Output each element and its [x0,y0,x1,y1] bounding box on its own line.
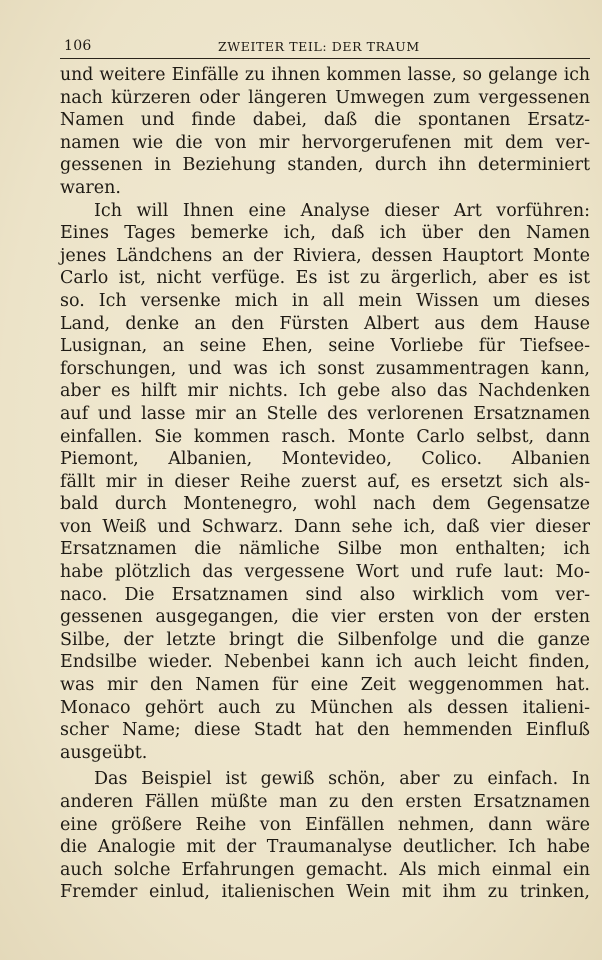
page-number: 106 [64,38,92,54]
text-line: namen wie die von mir hervorgerufenen mit dem ver- [60,132,590,153]
text-line: Ersatznamen die nämliche Silbe mon enthalten; ich [60,539,590,560]
text-line: fällt mir in dieser Reihe zuerst auf, es ersetzt sich als- [60,471,590,492]
text-line: Endsilbe wieder. Nebenbei kann ich auch leicht finden, [60,652,590,673]
text-line: Monaco gehört auch zu München als dessen italieni- [60,697,590,718]
text-line: Das Beispiel ist gewiß schön, aber zu einfach. In [94,769,590,790]
text-line: gessenen in Beziehung standen, durch ihn determiniert [60,155,590,176]
text-line: forschungen, und was ich sonst zusammentragen kann, [60,358,590,379]
text-line: eine größere Reihe von Einfällen nehmen, dann wäre [60,814,590,835]
text-line: gessenen ausgegangen, die vier ersten von der ersten [60,607,590,628]
text-line: Silbe, der letzte bringt die Silbenfolge und die ganze [60,629,590,650]
text-line: naco. Die Ersatznamen sind also wirklich vom ver- [60,584,590,605]
text-line: die Analogie mit der Traumanalyse deutlicher. Ich habe [60,837,590,858]
text-line: habe plötzlich das vergessene Wort und rufe laut: Mo- [60,562,590,583]
text-line: auch solche Erfahrungen gemacht. Als mich einmal ein [60,859,590,880]
text-line: anderen Fällen müßte man zu den ersten Ersatznamen [60,792,590,812]
text-line: Eines Tages bemerke ich, daß ich über den Namen [60,223,590,244]
page-header [60,36,590,59]
text-line: einfallen. Sie kommen rasch. Monte Carlo selbst, dann [60,426,590,447]
text-line: auf und lasse mir an Stelle des verlorenen Ersatznamen [60,403,590,424]
text-line: bald durch Montenegro, wohl nach dem Gegensatze [60,494,590,515]
text-line: jenes Ländchens an der Riviera, dessen Hauptort Monte [60,245,590,266]
text-line: ausgeübt. [60,742,148,763]
text-line: nach kürzeren oder längeren Umwegen zum vergessenen [60,87,590,108]
text-line: Land, denke an den Fürsten Albert aus dem Hause [60,313,590,334]
text-line: Piemont, Albanien, Montevideo, Colico. Albanien [60,449,590,470]
text-line: und weitere Einfälle zu ihnen kommen lasse, so gelange ich [60,65,590,85]
text-line: so. Ich versenke mich in all mein Wissen um dieses [60,290,590,311]
text-line: Lusignan, an seine Ehen, seine Vorliebe für Tiefsee- [60,336,590,357]
body-text [60,64,590,904]
running-head: ZWEITER TEIL: DER TRAUM [218,39,420,54]
text-line: von Weiß und Schwarz. Dann sehe ich, daß vier dieser [60,516,590,537]
text-line: aber es hilft mir nichts. Ich gebe also das Nachdenken [60,381,590,402]
text-line: Ich will Ihnen eine Analyse dieser Art vorführen: [94,200,590,221]
text-line: Namen und finde dabei, daß die spontanen Ersatz- [60,110,590,131]
text-line: scher Name; diese Stadt hat den hemmenden Einfluß [60,720,590,741]
text-line: waren. [60,177,121,198]
text-line: was mir den Namen für eine Zeit weggenommen hat. [60,675,590,696]
text-line: Fremder einlud, italienischen Wein mit ihm zu trinken, [60,882,590,903]
text-line: Carlo ist, nicht verfüge. Es ist zu ärgerlich, aber es ist [60,268,590,289]
